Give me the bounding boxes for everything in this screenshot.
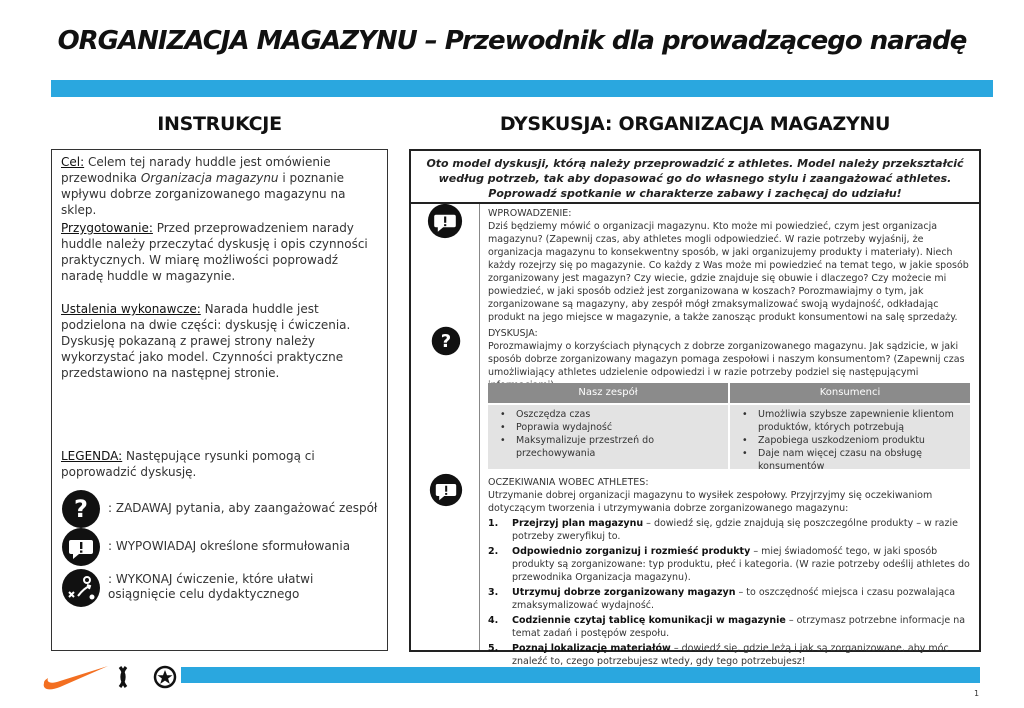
goal-text-b: i poznanie wpływu dobrze zorganizowanego magazynu na sklep. [61,171,346,217]
goal-label: Cel: [61,155,85,169]
prep-paragraph [61,220,381,284]
benefits-table [488,383,970,472]
exec-text: Narada huddle jest podzielona na dwie części: dyskusję i ćwiczenia. Dyskusję pokazaną z prawej strony należy wykorzystać jako model. Czynności praktyczne przedstawiono na następnej stronie. [61,302,351,380]
logo-strip [42,661,182,693]
question-icon [431,326,461,356]
legend-item-speak [61,527,381,567]
page-number: 1 [974,689,980,698]
converse-star-logo [155,667,175,687]
svg-text:?: ? [440,331,452,352]
goal-text-a: Celem tej narady huddle jest omówienie przewodnika [61,155,331,185]
question-icon [61,489,101,529]
consumer-benefit: • Zapobiega uszkodzeniom produktu [738,434,966,447]
list-item: 1. Przejrzyj plan magazynu – dowiedź się, gdzie znajdują się poszczególne produkty – w razie potrzeby zweryfikuj to. [488,518,958,542]
team-header: Nasz zespół [488,383,728,403]
expectations-body: Utrzymanie dobrej organizacji magazynu to wysiłek zespołowy. Przyjrzyjmy się oczekiwaniom dotyczącym tworzenia i utrzymywania dobrze zorganizowanego magazynu: [488,490,933,514]
intro-section-body: Dziś będziemy mówić o organizacji magazynu. Kto może mi powiedzieć, czym jest organizacja magazynu? (Zapewnij czas, aby athletes mogli odpowiedzieć. W razie potrzeby wyjaśnij, że organizacja magazynu to konsekwentny sposób, w jaki organizujemy produkty i materiały). Niech każdy rozejrzy się po magazynie. Co każdy z Was może mi powiedzieć na temat tego, w jakie sposób zorganizowany jest magazyn? Czy wiecie, gdzie znajduje się obuwie i dlaczego? Czy możecie mi powiedzieć, w jaki sposób odzież jest zorganizowana w koszach? Porozmawiajmy o tym, jak zorganizowane są magazyny, aby zespół mógł zmaksymalizować swoją wydajność, odkładając produkt na jego miejsce w magazynie, a także zanosząc produkt konsumentowi na salę sprzedaży. [488,221,969,323]
discussion-intro: Oto model dyskusji, którą należy przeprowadzić z athletes. Model należy przekształcić według potrzeb, tak aby dopasować go do własnego stylu i zaangażować athletes. Poprowadź spotkanie w charakterze zabawy i zachęcaj do udziału! [426,157,964,200]
consumer-benefit: • Umożliwia szybsze zapewnienie klientom produktów, których potrzebują [738,408,966,434]
speech-bubble-icon [61,527,101,567]
goal-paragraph [61,154,381,218]
legend-label: LEGENDA: [61,449,123,463]
exec-label: Ustalenia wykonawcze: [61,302,201,316]
activity-icon [61,568,101,608]
legend-text-question: : ZADAWAJ pytania, aby zaangażować zespół [108,501,378,515]
intro-section-head: WPROWADZENIE: [488,208,572,219]
instructions-panel [51,149,388,651]
page-title: ORGANIZACJA MAGAZYNU – Przewodnik dla prowadzącego naradę [57,26,967,56]
goal-text-em: Organizacja magazynu [140,171,279,185]
expectations-section [488,476,972,515]
legend-item-activity [61,568,381,608]
list-item: 3. Utrzymuj dobrze zorganizowany magazyn – to oszczędność miejsca i czasu pozwalająca zmaksymalizować wydajność. [488,587,956,611]
svg-text:?: ? [74,495,88,523]
list-item: 5. Poznaj lokalizację materiałów – dowiedź się, gdzie leżą i jak są zorganizowane, aby móc znaleźć to, czego potrzebujesz wtedy, gdy tego potrzebujesz! [488,643,949,667]
consumers-header: Konsumenci [730,383,970,403]
legend-text: Następujące rysunki pomogą ci poprowadzić dyskusję. [61,449,315,479]
list-item: 4. Codziennie czytaj tablicę komunikacji w magazynie – otrzymasz potrzebne informacje na temat zadań i postępów zespołu. [488,615,966,639]
nike-swoosh-logo [44,666,108,689]
hurley-logo [120,667,126,687]
consumers-column [730,383,970,472]
legend-text-activity: : WYKONAJ ćwiczenie, które ułatwi osiągnięcie celu dydaktycznego [108,572,314,601]
discussion-heading: DYSKUSJA: ORGANIZACJA MAGAZYNU [499,113,891,135]
discussion-panel [409,149,981,667]
brand-logos [42,661,182,693]
intro-section [488,207,972,324]
team-column [488,383,728,469]
team-benefit: • Poprawia wydajność [496,421,724,434]
exec-paragraph [61,301,381,381]
legend-text-speak: : WYPOWIADAJ określone sformułowania [108,539,351,553]
discussion-section-head: DYSKUSJA: [488,328,538,339]
expectations-head: OCZEKIWANIA WOBEC ATHLETES: [488,477,649,488]
instructions-heading: INSTRUKCJE [157,113,282,135]
prep-text: Przed przeprowadzeniem narady huddle należy przeczytać dyskusję i opis czynności praktycznych. W miarę możliwości poprowadź naradę huddle w magazynie. [61,221,368,283]
legend-item-question [61,489,381,529]
prep-label: Przygotowanie: [61,221,153,235]
legend-paragraph [61,448,381,480]
list-item: 2. Odpowiednio zorganizuj i rozmieść produkty – miej świadomość tego, w jaki sposób produkty są zorganizowane: typ produktu, płeć i kategoria. (W razie potrzeby odeślij athletes do przewodnika Organizacja magazynu). [488,546,970,583]
expectations-list [488,517,972,670]
speech-bubble-icon [427,203,463,239]
icon-column-divider [479,204,480,650]
top-accent-bar [51,80,993,97]
consumer-benefit: • Daje nam więcej czasu na obsługę konsumentów [738,447,966,473]
team-benefit: • Maksymalizuje przestrzeń do przechowywania [496,434,724,460]
intro-divider [411,202,979,204]
discussion-section-body: Porozmawiajmy o korzyściach płynących z dobrze zorganizowanego magazynu. Jak sądzicie, w jaki sposób dobrze zorganizowany magazyn pomaga zespołowi i naszym konsumentom? (Zapewnij czas umożliwiający athletes udzielenie odpowiedzi i w razie potrzeby podziel się następującymi [488,341,965,378]
team-benefit: • Oszczędza czas [496,408,724,421]
speech-bubble-icon [429,473,463,507]
bottom-accent-bar [181,667,980,683]
